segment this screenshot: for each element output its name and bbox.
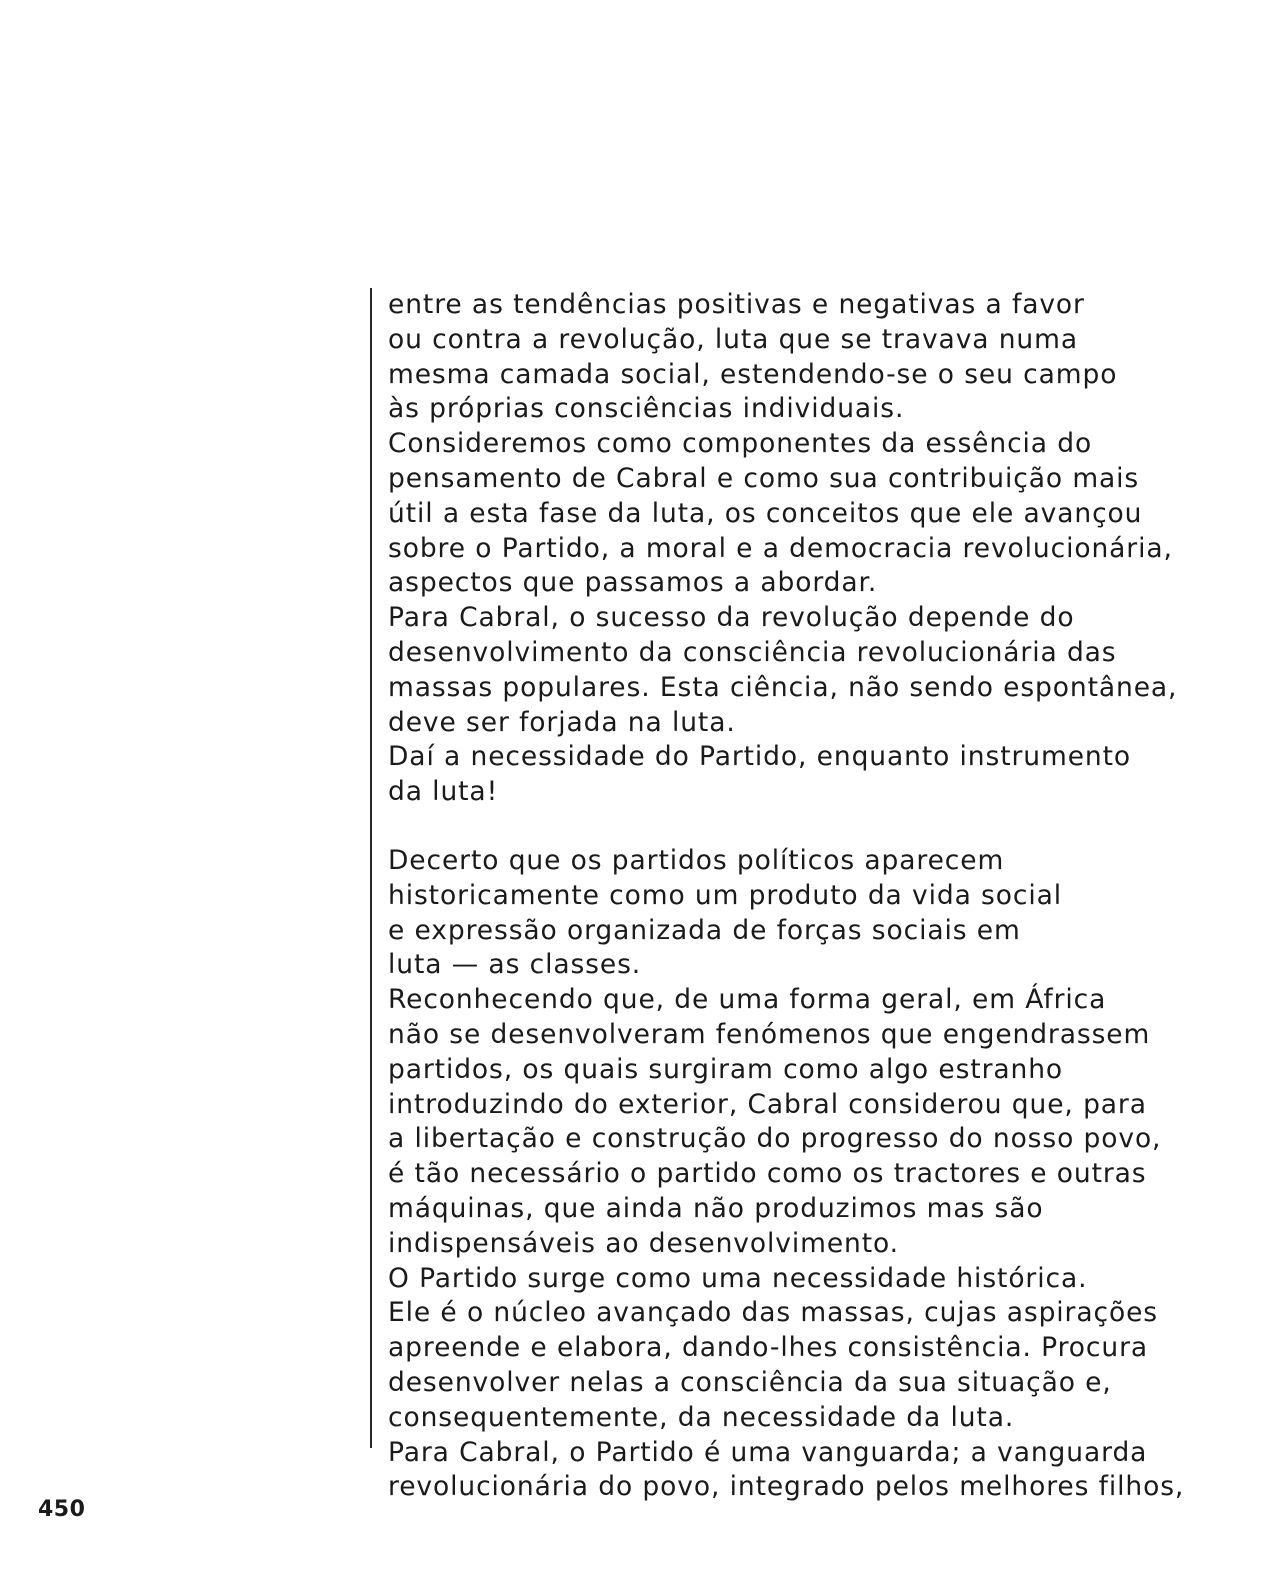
body-text — [388, 288, 1248, 1505]
paragraph — [388, 601, 1248, 740]
text-line: Reconhecendo que, de uma forma geral, em África — [388, 984, 1107, 1016]
text-line: luta — as classes. — [388, 949, 642, 981]
text-line: às próprias consciências individuais. — [388, 393, 905, 425]
text-line: Para Cabral, o Partido é uma vanguarda; a vanguarda — [388, 1436, 1148, 1468]
text-line: não se desenvolveram fenómenos que engendrassem — [388, 1018, 1151, 1050]
text-line: a libertação e construção do progresso do nosso povo, — [388, 1123, 1162, 1155]
margin-rule — [370, 288, 372, 1448]
text-line: partidos, os quais surgiram como algo estranho — [388, 1053, 1064, 1085]
text-line: deve ser forjada na luta. — [388, 706, 736, 738]
text-line: Ele é o núcleo avançado das massas, cujas aspirações — [388, 1297, 1158, 1329]
text-line: da luta! — [388, 776, 499, 808]
section-spacer — [388, 810, 1248, 844]
text-line: historicamente como um produto da vida social — [388, 879, 1062, 911]
text-line: O Partido surge como uma necessidade histórica. — [388, 1262, 1088, 1294]
text-line: Para Cabral, o sucesso da revolução depende do — [388, 602, 1075, 634]
text-line: mesma camada social, estendendo-se o seu campo — [388, 358, 1118, 390]
paragraph — [388, 844, 1248, 983]
text-line: revolucionária do povo, integrado pelos melhores filhos, — [388, 1471, 1185, 1503]
paragraph — [388, 1436, 1248, 1506]
paragraph — [388, 1262, 1248, 1297]
paragraph — [388, 740, 1248, 810]
text-line: Daí a necessidade do Partido, enquanto instrumento — [388, 741, 1132, 773]
text-line: ou contra a revolução, luta que se travava numa — [388, 323, 1078, 355]
page-number: 450 — [38, 1497, 86, 1522]
text-line: desenvolvimento da consciência revolucionária das — [388, 636, 1117, 668]
text-line: pensamento de Cabral e como sua contribuição mais — [388, 462, 1140, 494]
text-line: indispensáveis ao desenvolvimento. — [388, 1227, 899, 1259]
text-line: apreende e elabora, dando-lhes consistência. Procura — [388, 1332, 1149, 1364]
text-line: e expressão organizada de forças sociais em — [388, 914, 1021, 946]
text-line: Decerto que os partidos políticos aparecem — [388, 844, 1005, 876]
text-line: sobre o Partido, a moral e a democracia revolucionária, — [388, 532, 1173, 564]
paragraph — [388, 1296, 1248, 1435]
text-line: entre as tendências positivas e negativas a favor — [388, 289, 1085, 320]
text-line: aspectos que passamos a abordar. — [388, 567, 878, 599]
text-line: Consideremos como componentes da essência do — [388, 428, 1093, 460]
text-line: é tão necessário o partido como os tractores e outras — [388, 1158, 1147, 1190]
paragraph — [388, 288, 1248, 427]
paragraph — [388, 983, 1248, 1261]
text-line: consequentemente, da necessidade da luta. — [388, 1401, 1015, 1433]
text-line: massas populares. Esta ciência, não sendo espontânea, — [388, 671, 1178, 703]
text-line: desenvolver nelas a consciência da sua situação e, — [388, 1366, 1112, 1398]
text-line: máquinas, que ainda não produzimos mas são — [388, 1192, 1044, 1224]
text-line: introduzindo do exterior, Cabral considerou que, para — [388, 1088, 1147, 1120]
text-line: útil a esta fase da luta, os conceitos que ele avançou — [388, 497, 1143, 529]
paragraph — [388, 427, 1248, 601]
